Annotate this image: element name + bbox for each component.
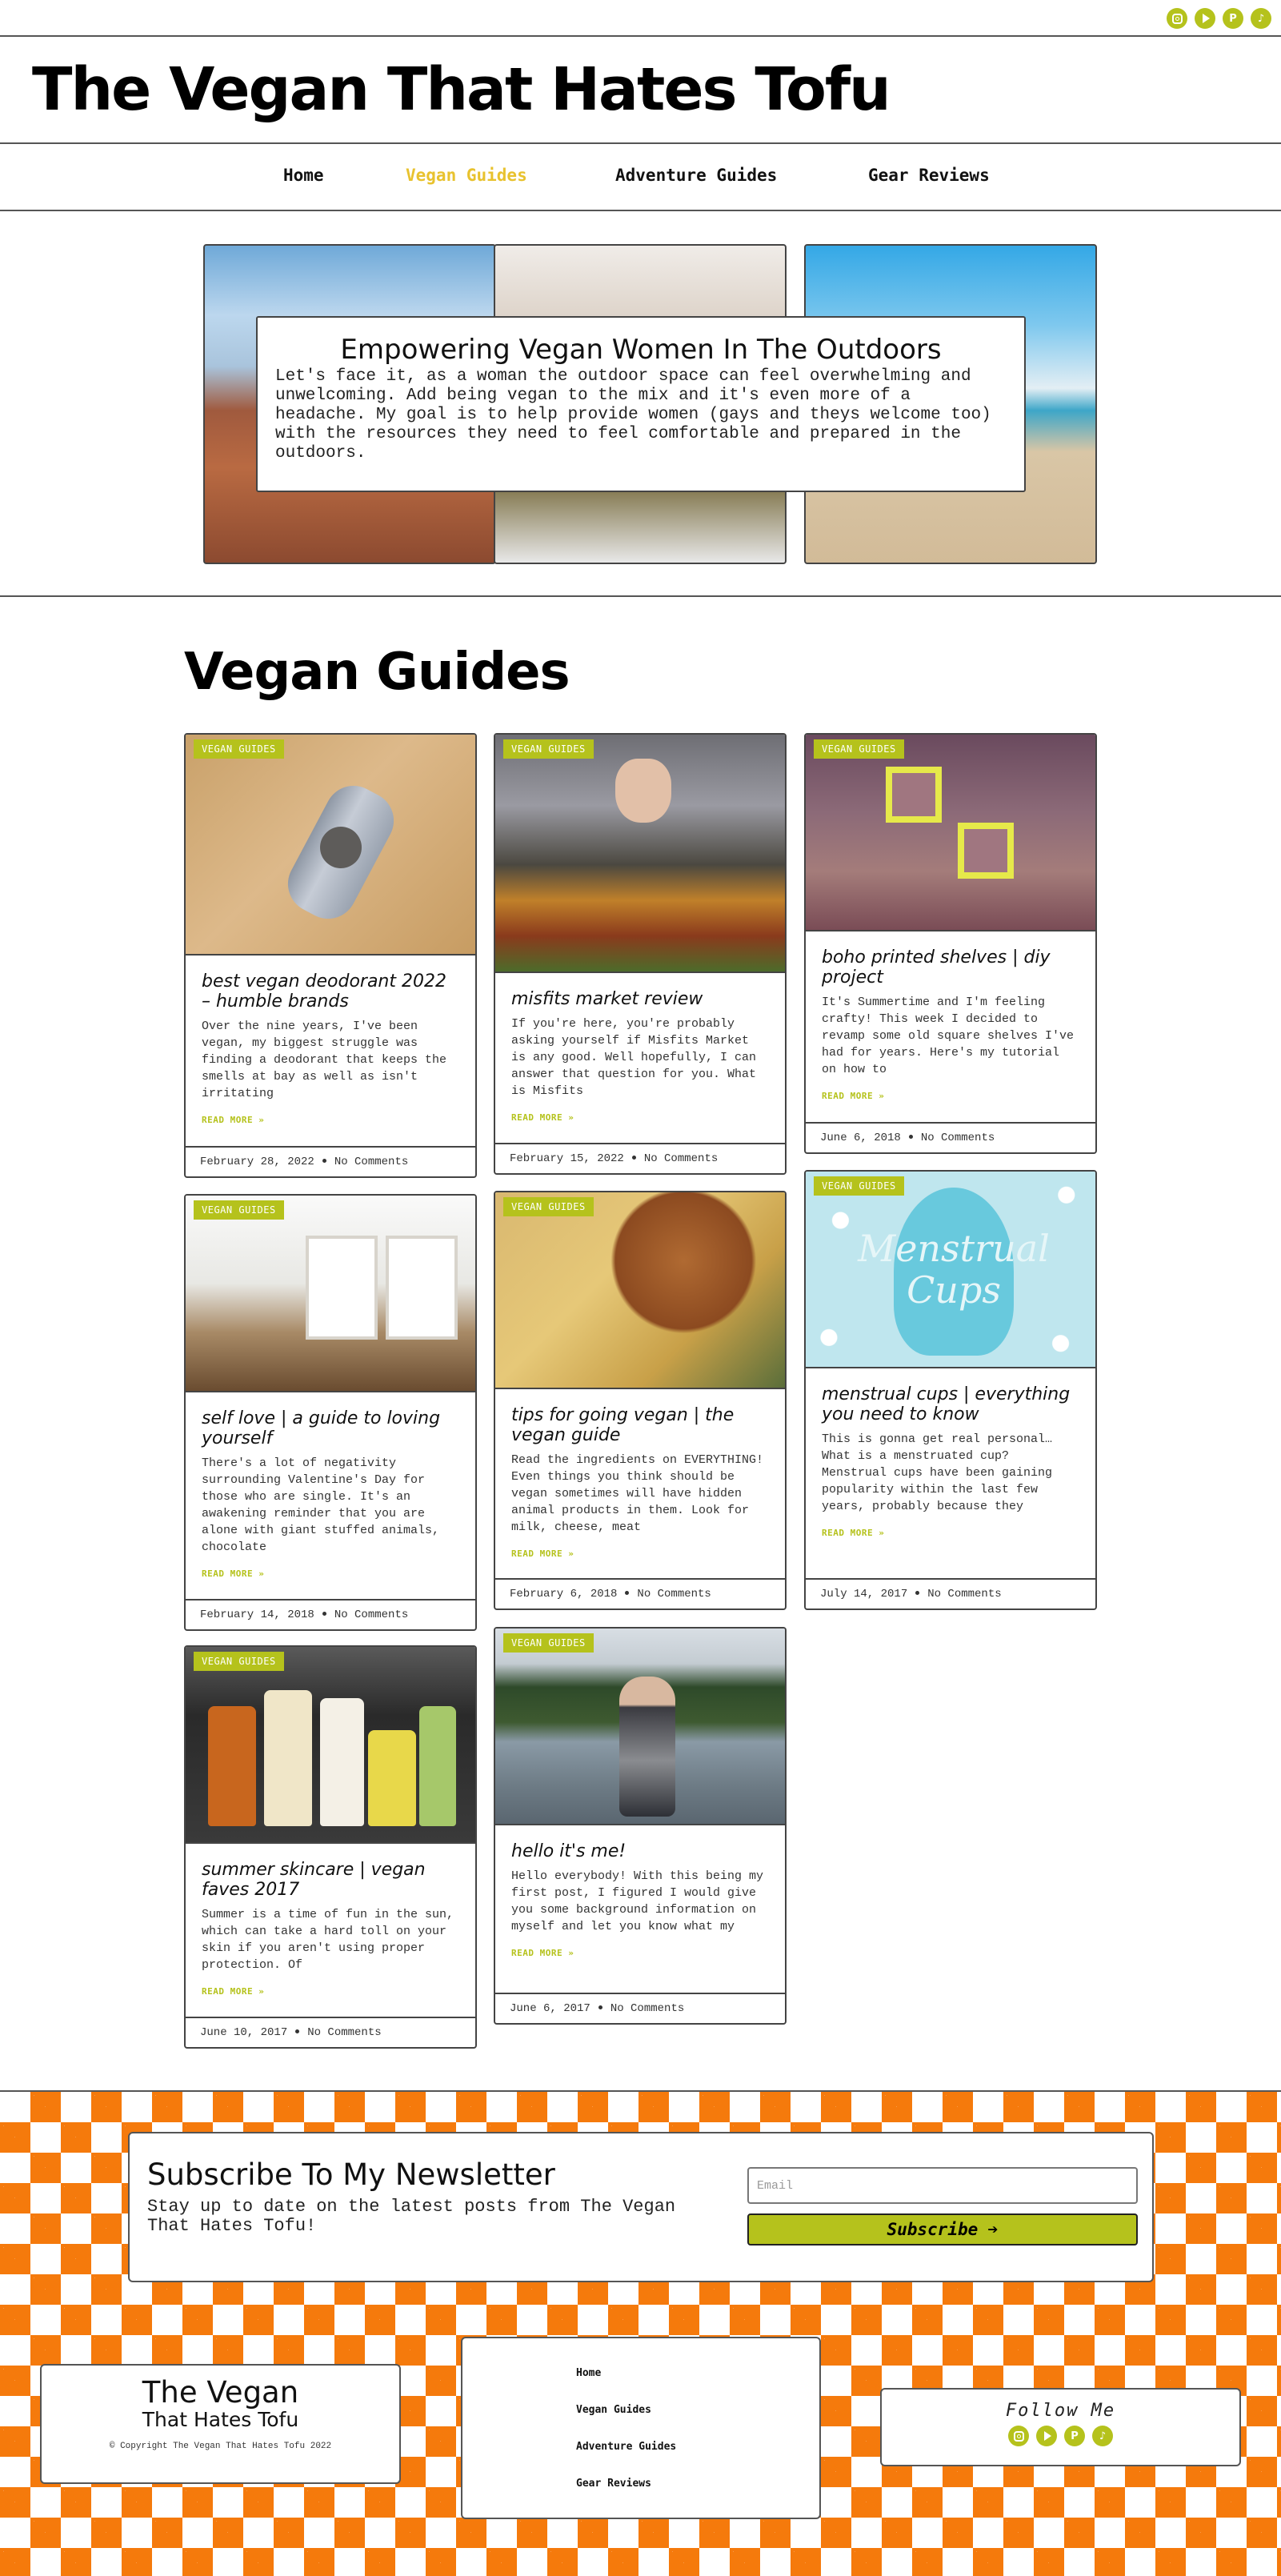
category-tag[interactable]: VEGAN GUIDES <box>814 739 904 759</box>
separator-dot <box>598 2005 602 2009</box>
post-title[interactable]: menstrual cups | everything you need to know <box>822 1384 1071 1424</box>
post-card <box>184 733 477 1178</box>
read-more-link[interactable]: READ MORE » <box>511 1948 574 1958</box>
bottle-image <box>320 1698 364 1826</box>
arrow-right-icon: ➔ <box>987 2219 999 2240</box>
post-excerpt: This is gonna get real personal… What is a menstruated cup? Menstrual cups have been gaining popularity within the last few years, probably because they <box>822 1432 1053 1513</box>
email-field[interactable] <box>747 2167 1138 2204</box>
post-title[interactable]: hello it's me! <box>511 1841 626 1861</box>
footer <box>0 2090 1281 2576</box>
post-comments[interactable]: No Comments <box>307 2026 382 2039</box>
read-more-link[interactable]: READ MORE » <box>202 1568 265 1579</box>
post-comments[interactable]: No Comments <box>920 1132 995 1144</box>
separator-dot <box>632 1156 636 1160</box>
hero-title: Empowering Vegan Women In The Outdoors <box>340 334 942 366</box>
post-thumbnail[interactable] <box>495 735 785 973</box>
post-card <box>184 1194 477 1631</box>
category-tag[interactable]: VEGAN GUIDES <box>503 739 594 759</box>
post-meta <box>806 1578 1095 1608</box>
instagram-icon[interactable] <box>1008 2426 1029 2446</box>
instagram-icon[interactable] <box>1167 8 1187 29</box>
separator-dot <box>915 1591 919 1595</box>
separator-dot <box>909 1135 913 1139</box>
read-more-link[interactable]: READ MORE » <box>822 1528 885 1538</box>
category-tag[interactable]: VEGAN GUIDES <box>194 1200 284 1220</box>
read-more-link[interactable]: READ MORE » <box>202 1986 265 1997</box>
post-meta <box>495 1578 785 1608</box>
post-comments[interactable]: No Comments <box>637 1588 711 1600</box>
footer-brand-line1[interactable]: The Vegan <box>142 2375 299 2410</box>
bottle-image <box>368 1730 416 1826</box>
post-date: February 14, 2018 <box>200 1608 314 1621</box>
bottle-image <box>208 1706 256 1826</box>
category-tag[interactable]: VEGAN GUIDES <box>503 1633 594 1653</box>
post-meta <box>495 1993 785 2023</box>
separator-dot <box>322 1159 326 1163</box>
post-title[interactable]: self love | a guide to loving yourself <box>202 1408 441 1448</box>
subscribe-button-label: Subscribe <box>887 2220 979 2239</box>
post-title[interactable]: summer skincare | vegan faves 2017 <box>202 1860 426 1900</box>
nav-item-gear-reviews[interactable]: Gear Reviews <box>868 166 990 185</box>
copyright-text: © Copyright The Vegan That Hates Tofu 2022 <box>109 2442 332 2451</box>
post-title[interactable]: misfits market review <box>511 989 703 1009</box>
post-thumbnail[interactable] <box>495 1629 785 1825</box>
post-excerpt: If you're here, you're probably asking yourself if Misfits Market is any good. Well hopefully, I can answer that question for you. What is Misfits <box>511 1017 757 1098</box>
post-excerpt: Over the nine years, I've been vegan, my biggest struggle was finding a deodorant that keeps the smells at bay as well as isn't irritating <box>202 1020 447 1100</box>
post-thumbnail[interactable] <box>186 1647 475 1844</box>
post-comments[interactable]: No Comments <box>927 1588 1002 1600</box>
post-title[interactable]: boho printed shelves | diy project <box>822 947 1051 988</box>
window-image <box>386 1236 458 1340</box>
post-date: February 28, 2022 <box>200 1156 314 1168</box>
category-tag[interactable]: VEGAN GUIDES <box>194 739 284 759</box>
post-card <box>184 1645 477 2049</box>
read-more-link[interactable]: READ MORE » <box>511 1112 574 1123</box>
post-card <box>494 1627 787 2025</box>
top-social-bar <box>0 0 1281 37</box>
pinterest-icon[interactable]: P <box>1064 2426 1085 2446</box>
footer-nav-home[interactable]: Home <box>576 2367 602 2379</box>
footer-nav <box>461 2337 821 2519</box>
bottle-image <box>264 1690 312 1826</box>
nav-item-vegan-guides[interactable]: Vegan Guides <box>406 166 527 185</box>
post-comments[interactable]: No Comments <box>334 1608 409 1621</box>
post-meta <box>186 1599 475 1629</box>
newsletter-text: Stay up to date on the latest posts from The Vegan That Hates Tofu! <box>147 2197 676 2236</box>
site-title[interactable]: The Vegan That Hates Tofu <box>32 55 890 124</box>
footer-nav-gear-reviews[interactable]: Gear Reviews <box>576 2478 651 2490</box>
footer-brand <box>40 2364 401 2484</box>
footer-social-links <box>1008 2426 1113 2446</box>
hero-text: Let's face it, as a woman the outdoor space can feel overwhelming and unwelcoming. Add being vegan to the mix and it's even more of a headache. My goal is to help provide women (gays and theys welcome too) with the resources they need to feel comfortable and prepared in the outdoors. <box>275 367 991 463</box>
post-meta <box>806 1122 1095 1152</box>
youtube-icon[interactable] <box>1036 2426 1057 2446</box>
post-excerpt: Summer is a time of fun in the sun, which can take a hard toll on your skin if you aren't using proper protection. Of <box>202 1908 454 1972</box>
main-nav <box>0 142 1281 211</box>
post-excerpt: Hello everybody! With this being my first post, I figured I would give you some background information on myself and let you know what my <box>511 1869 764 1933</box>
post-card <box>804 733 1097 1154</box>
section-divider <box>0 595 1281 597</box>
post-comments[interactable]: No Comments <box>610 2002 685 2015</box>
follow-box <box>880 2388 1241 2466</box>
read-more-link[interactable]: READ MORE » <box>511 1548 574 1559</box>
post-thumbnail[interactable] <box>806 735 1095 931</box>
tiktok-icon[interactable]: ♪ <box>1251 8 1271 29</box>
post-thumbnail[interactable] <box>186 735 475 955</box>
post-thumbnail[interactable] <box>186 1196 475 1392</box>
bottle-image <box>419 1706 456 1826</box>
post-card <box>494 733 787 1175</box>
post-date: June 6, 2018 <box>820 1132 901 1144</box>
read-more-link[interactable]: READ MORE » <box>822 1091 885 1101</box>
hero-card <box>256 316 1026 492</box>
separator-dot <box>625 1591 629 1595</box>
post-comments[interactable]: No Comments <box>643 1152 719 1165</box>
shelf-image <box>886 767 942 823</box>
post-meta <box>186 1146 475 1176</box>
category-tag[interactable]: VEGAN GUIDES <box>503 1197 594 1216</box>
category-tag[interactable]: VEGAN GUIDES <box>194 1652 284 1671</box>
post-excerpt: There's a lot of negativity surrounding Valentine's Day for those who are single. It's an awakening reminder that you are alone with giant stuffed animals, chocolate <box>202 1456 440 1554</box>
social-links <box>1167 8 1271 29</box>
person-image <box>619 1677 675 1817</box>
post-meta <box>186 2017 475 2047</box>
post-excerpt: Read the ingredients on EVERYTHING! Even things you think should be vegan sometimes will have hidden animal products in them. Look for milk, cheese, meat <box>511 1453 764 1534</box>
post-card <box>494 1191 787 1610</box>
post-title[interactable]: tips for going vegan | the vegan guide <box>511 1405 735 1445</box>
post-date: February 15, 2022 <box>510 1152 624 1165</box>
separator-dot <box>295 2029 299 2033</box>
newsletter-title: Subscribe To My Newsletter <box>147 2157 555 2192</box>
post-thumbnail[interactable] <box>495 1192 785 1389</box>
nav-item-adventure-guides[interactable]: Adventure Guides <box>615 166 778 185</box>
read-more-link[interactable]: READ MORE » <box>202 1115 265 1125</box>
subscribe-button[interactable] <box>747 2213 1138 2245</box>
section-title: Vegan Guides <box>184 643 570 702</box>
post-date: June 10, 2017 <box>200 2026 288 2039</box>
thumbnail-text: Menstrual Cups <box>858 1227 1050 1312</box>
shelf-image <box>958 823 1014 879</box>
post-title[interactable]: best vegan deodorant 2022 – humble brands <box>202 972 446 1012</box>
window-image <box>306 1236 378 1340</box>
newsletter-box <box>128 2132 1154 2282</box>
post-meta <box>495 1143 785 1173</box>
post-thumbnail[interactable] <box>806 1172 1095 1368</box>
category-tag[interactable]: VEGAN GUIDES <box>814 1176 904 1196</box>
post-card <box>804 1170 1097 1610</box>
post-date: July 14, 2017 <box>820 1588 908 1600</box>
follow-title: Follow Me <box>1005 2401 1116 2421</box>
footer-nav-adventure-guides[interactable]: Adventure Guides <box>576 2441 677 2453</box>
footer-nav-vegan-guides[interactable]: Vegan Guides <box>576 2404 651 2416</box>
post-excerpt: It's Summertime and I'm feeling crafty! This week I decided to revamp some old square shelves I've had for years. Here's my tutorial on how to <box>822 996 1075 1076</box>
post-comments[interactable]: No Comments <box>334 1156 409 1168</box>
post-date: June 6, 2017 <box>510 2002 590 2015</box>
post-date: February 6, 2018 <box>510 1588 618 1600</box>
pinterest-icon[interactable]: P <box>1223 8 1243 29</box>
separator-dot <box>322 1612 326 1616</box>
footer-brand-line2[interactable]: That Hates Tofu <box>142 2408 299 2431</box>
person-image <box>615 759 671 823</box>
tiktok-icon[interactable]: ♪ <box>1092 2426 1113 2446</box>
nav-item-home[interactable]: Home <box>283 166 324 185</box>
youtube-icon[interactable] <box>1195 8 1215 29</box>
